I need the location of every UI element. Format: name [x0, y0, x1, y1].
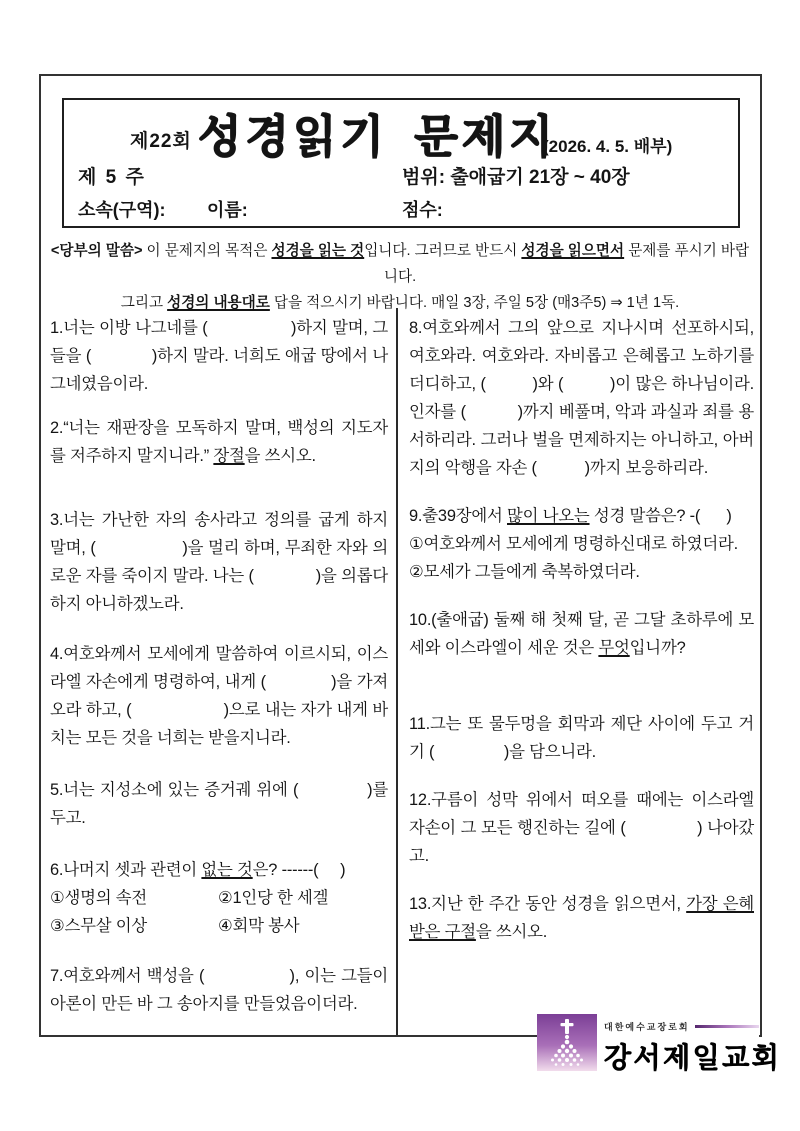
notice-emphasis: 성경의 내용대로 [167, 295, 270, 311]
questions-column-left [50, 308, 388, 1018]
question-text [409, 890, 754, 946]
question-segment: 13.지난 한 주간 동안 성경을 읽으면서, [409, 895, 687, 913]
question-options [50, 884, 388, 940]
notice-text: 답을 적으시기 바랍니다. 매일 3장, 주일 5장 (매3주5) ⇒ 1년 1독. [269, 295, 680, 311]
score-label: 점수: [402, 200, 443, 220]
question [409, 786, 754, 870]
question-option: ②모세가 그들에게 축복하였더라. [409, 563, 640, 581]
logo-divider-line [695, 1025, 759, 1028]
question [50, 506, 388, 618]
notice-text: 그리고 [120, 295, 168, 311]
question-segment: 6.나머지 셋과 관련이 [50, 861, 202, 879]
notice-text: 입니다. 그러므로 반드시 [364, 243, 522, 259]
question-option: ②1인당 한 세겔 [218, 889, 329, 907]
question [409, 606, 754, 662]
notice-text: 문제를 푸시기 바랍니다. [383, 243, 750, 285]
question-segment: 5.너는 지성소에 있는 증거궤 위에 ( )를 두고. [50, 781, 388, 827]
column-divider [396, 308, 398, 1035]
question [50, 962, 388, 1018]
name-label: 이름: [207, 200, 248, 220]
question-option: ①여호와께서 모세에게 명령하신대로 하였더라. [409, 535, 738, 553]
question-text [50, 856, 388, 884]
question-text [50, 776, 388, 832]
question-text [50, 314, 388, 398]
questions-column-right [409, 308, 754, 946]
question-text [409, 314, 754, 482]
question-segment: 을 쓰시오. [475, 923, 548, 941]
question [409, 890, 754, 946]
page-title: 성경읽기 문제지 [198, 111, 557, 162]
question-text [409, 786, 754, 870]
question-segment: 8.여호와께서 그의 앞으로 지나시며 선포하시되, 여호와라. 여호와라. 자비롭고 은혜롭고 노하기를 더디하고, ( )와 ( )이 많은 하나님이라. 인자를 ( )까지 베풀며, 악과 과실과 죄를 용서하리라. 그러나 벌을 면제하지는 아니하고, 아버지의 악행을 자손 ( )까지 보응하리라. [409, 319, 754, 477]
question [409, 502, 754, 586]
question-text [409, 606, 754, 662]
denomination-label: 대한예수교장로회 [604, 1022, 690, 1032]
question [409, 314, 754, 482]
question-segment: 2.“너는 재판장을 모독하지 말며, 백성의 지도자를 저주하지 말지니라.” [50, 419, 388, 465]
notice-line-1 [48, 238, 752, 290]
notice-emphasis: 성경을 읽는 것 [271, 243, 365, 259]
notice-emphasis: 성경을 읽으면서 [521, 243, 625, 259]
question-emphasis: 무엇 [598, 639, 630, 657]
church-logo-text [604, 1014, 782, 1076]
notice [48, 238, 752, 316]
affiliation-label: 소속(구역): [78, 200, 166, 220]
question-text [409, 710, 754, 766]
distribution-date: (2026. 4. 5. 배부) [543, 137, 673, 156]
question-segment: 9.출39장에서 [409, 507, 507, 525]
question-emphasis: 없는 것 [201, 861, 253, 879]
question-text [50, 962, 388, 1018]
question-segment: 12.구름이 성막 위에서 떠오를 때에는 이스라엘 자손이 그 모든 행진하는 길에 ( ) 나아갔고. [409, 791, 754, 865]
question [50, 414, 388, 470]
question-segment: 을 쓰시오. [244, 447, 316, 465]
question-text [50, 414, 388, 470]
question-segment: 7.여호와께서 백성을 ( ), 이는 그들이 아론이 만든 바 그 송아지를 만들었음이더라. [50, 967, 388, 1013]
question-text [50, 506, 388, 618]
question [50, 856, 388, 940]
question-segment: 1.너는 이방 나그네를 ( )하지 말며, 그들을 ( )하지 말라. 너희도 애굽 땅에서 나그네였음이라. [50, 319, 388, 393]
question-segment: 3.너는 가난한 자의 송사라고 정의를 굽게 하지 말며, ( )을 멀리 하며, 무죄한 자와 의로운 자를 죽이지 말라. 나는 ( )을 의롭다 하지 아니하겠노라. [50, 511, 388, 613]
church-logo [537, 1014, 782, 1076]
question [50, 776, 388, 832]
week-label: 제 5 주 [78, 167, 146, 188]
question-segment: 10.(출애굽) 둘째 해 첫째 달, 곧 그달 초하루에 모세와 이스라엘이 세운 것은 [409, 611, 754, 657]
question-option: ①생명의 속전 [50, 889, 148, 907]
question [50, 314, 388, 398]
question-segment: 입니까? [629, 639, 686, 657]
church-name: 강서제일교회 [604, 1042, 782, 1073]
question-segment: 11.그는 또 물두멍을 회막과 제단 사이에 두고 거기 ( )을 담으니라. [409, 715, 754, 761]
notice-text: 이 문제지의 목적은 [142, 243, 272, 259]
question-option: ④회막 봉사 [218, 917, 300, 935]
question [409, 710, 754, 766]
question-emphasis: 가장 은혜 받은 구절 [409, 895, 754, 941]
question-emphasis: 많이 나오는 [507, 507, 590, 525]
question-segment: 성경 말씀은? -( ) [589, 507, 732, 525]
question [50, 640, 388, 752]
scripture-range: 범위: 출애굽기 21장 ~ 40장 [402, 167, 630, 188]
question-emphasis: 장절 [213, 447, 245, 465]
question-segment: 4.여호와께서 모세에게 말씀하여 이르시되, 이스라엘 자손에게 명령하여, 내게 ( )을 가져오라 하고, ( )으로 내는 자가 내게 바치는 모든 것을 너희는 받을지니라. [50, 645, 388, 747]
church-logo-icon [537, 1014, 597, 1071]
question-text [50, 640, 388, 752]
question-segment: 은? ------( ) [252, 861, 346, 879]
header-box [62, 98, 740, 228]
notice-title: <당부의 말씀> [50, 243, 143, 259]
question-option: ③스무살 이상 [50, 917, 148, 935]
question-text [409, 502, 754, 530]
question-options [409, 530, 754, 586]
edition-label: 제22회 [130, 131, 192, 152]
